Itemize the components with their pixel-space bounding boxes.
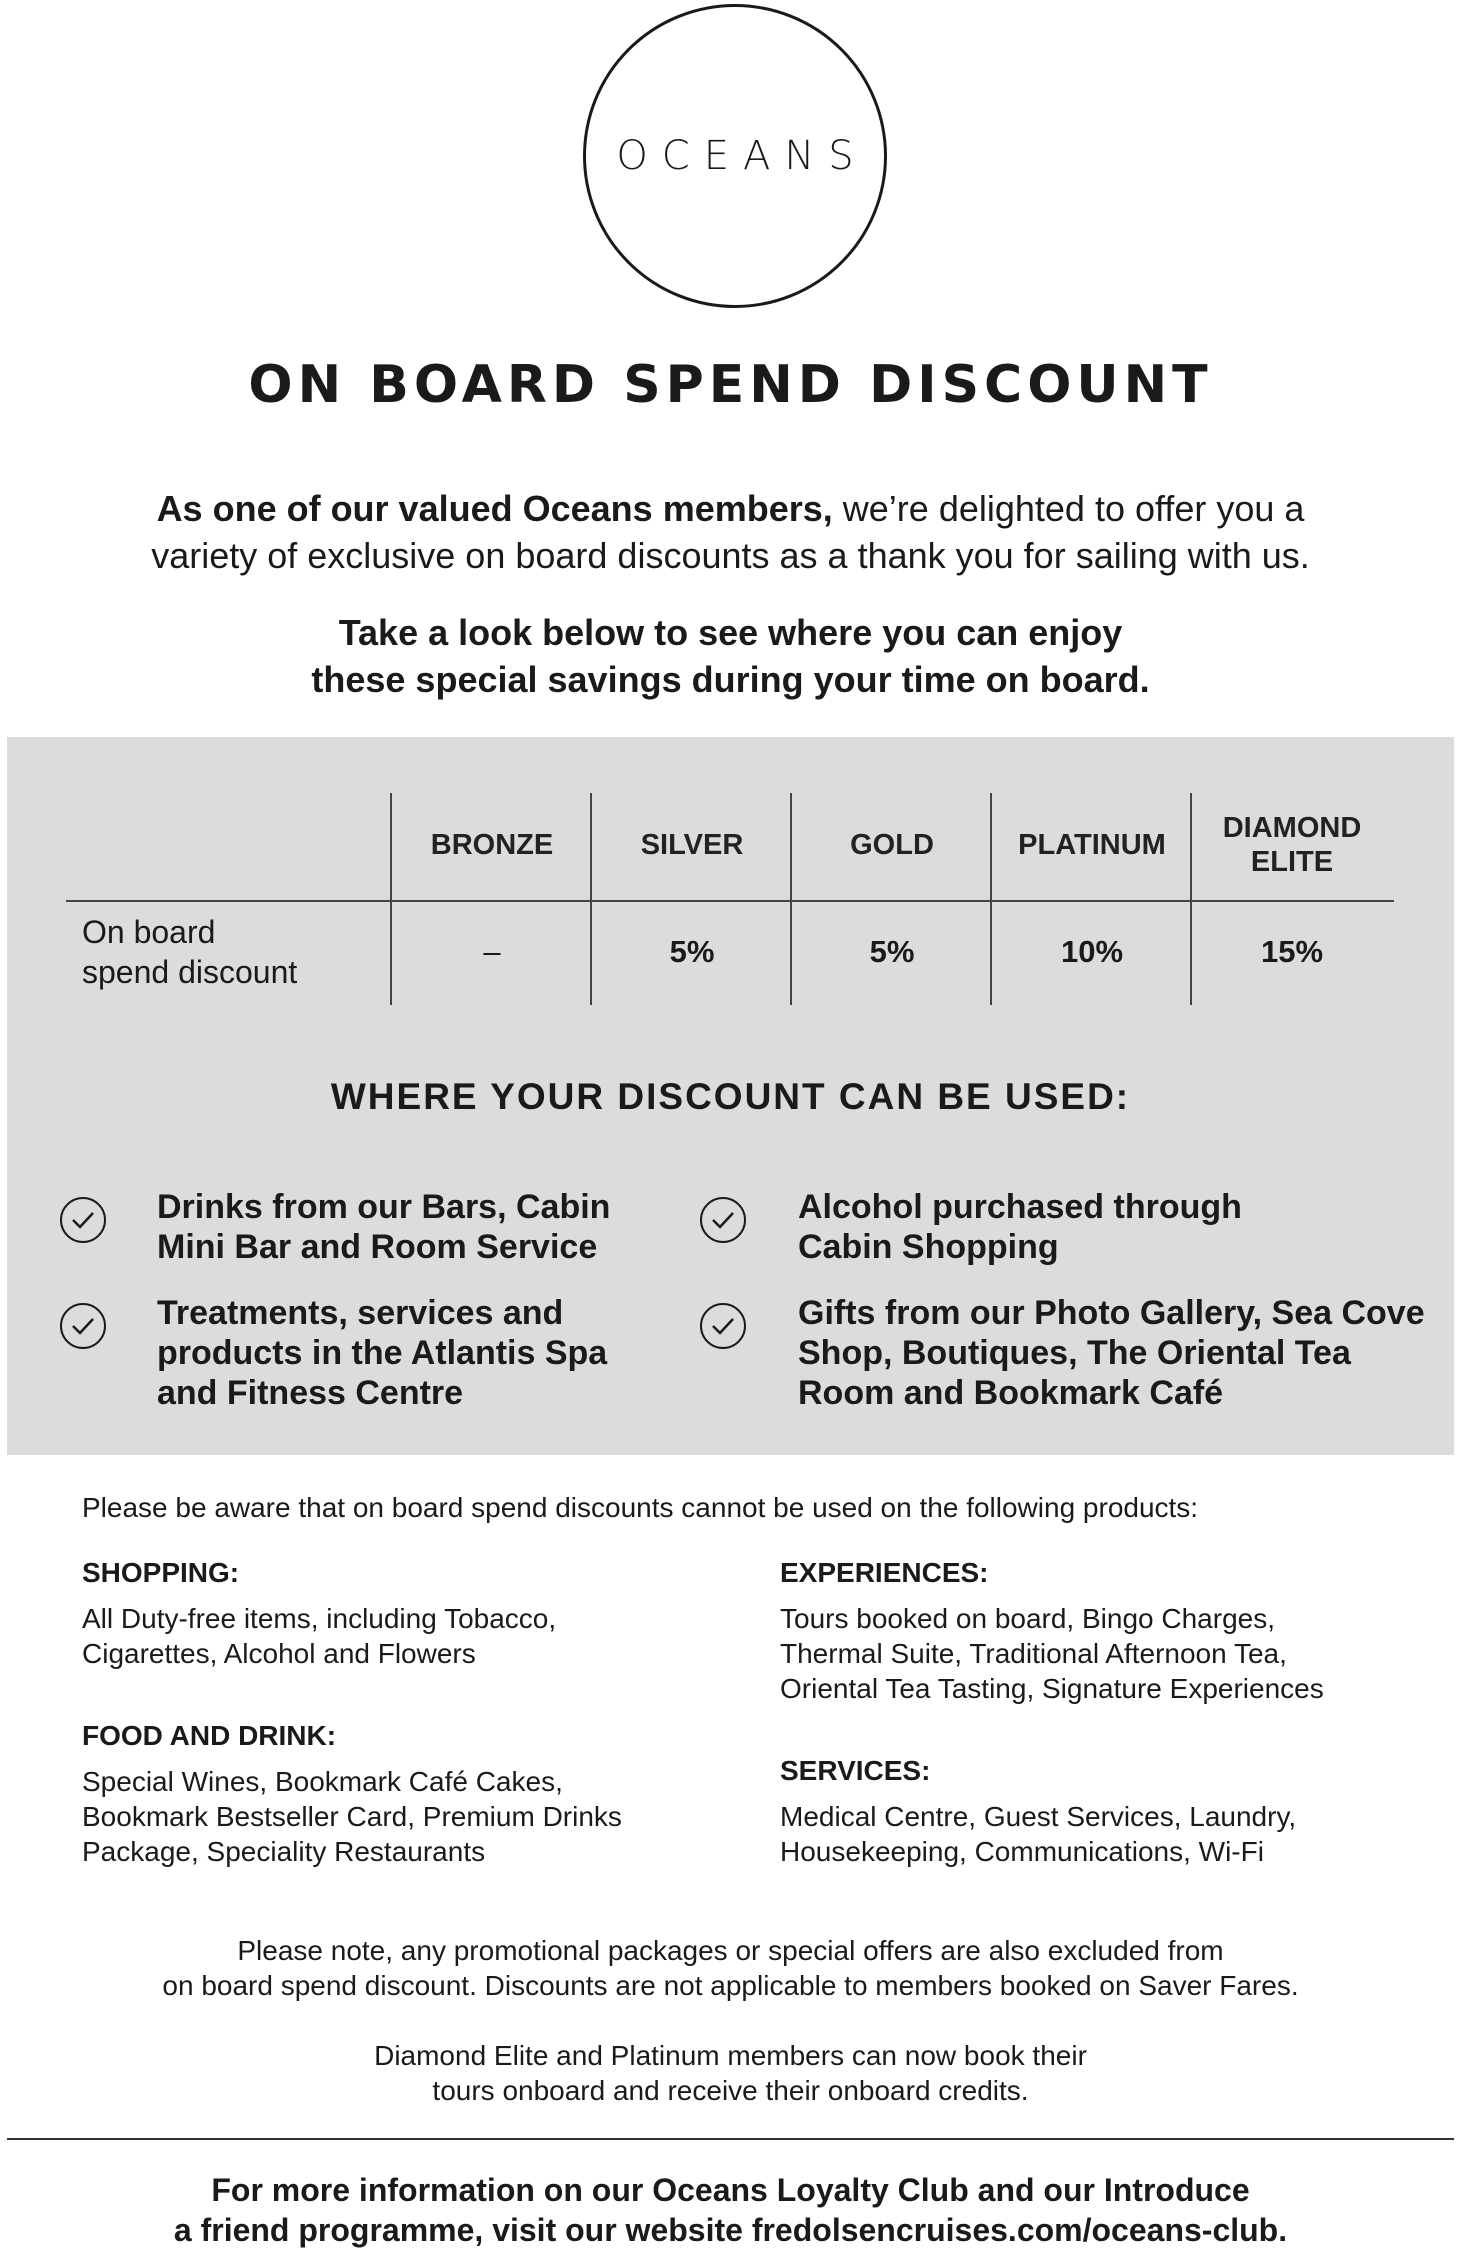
header-bronze: BRONZE (430, 829, 554, 861)
table-divider (1190, 793, 1192, 1005)
intro-cta-line2: these special savings during your time on board. (311, 659, 1150, 700)
check-icon (700, 1303, 746, 1349)
header-platinum: PLATINUM (1018, 829, 1166, 861)
header-silver: SILVER (640, 829, 744, 861)
header-gold: GOLD (850, 829, 934, 861)
check-icon (60, 1303, 106, 1349)
exclusions-intro: Please be aware that on board spend discounts cannot be used on the following products: (82, 1492, 1199, 1523)
intro-line2: variety of exclusive on board discounts as a thank you for sailing with us. (151, 535, 1310, 576)
exclusion-services: SERVICES: Medical Centre, Guest Services, Laundry, Housekeeping, Communications, Wi-Fi (780, 1755, 1297, 1867)
value-silver: 5% (669, 934, 715, 969)
oceans-logo (583, 4, 887, 308)
intro-bold-lead: As one of our valued Oceans members, (156, 488, 833, 529)
table-divider (590, 793, 592, 1005)
table-divider (790, 793, 792, 1005)
promo-note: Please note, any promotional packages or special offers are also excluded from on board spend discount. Discounts are not applicable to members booked on Saver Fares. (162, 1935, 1299, 2001)
logo-text: OCEANS (616, 133, 868, 179)
page-title: ON BOARD SPEND DISCOUNT (248, 355, 1213, 415)
use-item-spa: Treatments, services and products in the Atlantis Spa and Fitness Centre (157, 1294, 608, 1412)
intro-paragraph (0, 485, 1461, 579)
table-divider (390, 793, 392, 1005)
footer-info: For more information on our Oceans Loyalty Club and our Introduce a friend programme, visit our website fredolsencruises.com/oceans-club. (173, 2172, 1288, 2248)
value-bronze: – (483, 934, 501, 969)
exclusion-experiences: EXPERIENCES: Tours booked on board, Bingo Charges, Thermal Suite, Traditional Afternoon Tea, Oriental Tea Tasting, Signature Experiences (780, 1557, 1324, 1704)
value-platinum: 10% (1060, 934, 1124, 969)
footer-divider (7, 2138, 1454, 2140)
row-label: On board spend discount (82, 914, 298, 990)
diamond-note: Diamond Elite and Platinum members can now book their tours onboard and receive their onboard credits. (374, 2040, 1087, 2106)
use-item-drinks: Drinks from our Bars, Cabin Mini Bar and Room Service (157, 1188, 611, 1266)
exclusion-food-and-drink: FOOD AND DRINK: Special Wines, Bookmark Café Cakes, Bookmark Bestseller Card, Premium Drinks Package, Speciality Restaurants (82, 1720, 622, 1867)
intro-cta-line1: Take a look below to see where you can enjoy (338, 612, 1123, 653)
header-diamond-elite: DIAMOND ELITE (1222, 812, 1362, 878)
where-heading: WHERE YOUR DISCOUNT CAN BE USED: (330, 1076, 1131, 1117)
check-icon (60, 1197, 106, 1243)
table-header-rule (66, 900, 1394, 902)
use-item-alcohol: Alcohol purchased through Cabin Shopping (798, 1188, 1242, 1266)
value-gold: 5% (869, 934, 915, 969)
value-diamond-elite: 15% (1260, 934, 1324, 969)
exclusion-shopping: SHOPPING: All Duty-free items, including Tobacco, Cigarettes, Alcohol and Flowers (82, 1557, 557, 1669)
intro-cta (0, 609, 1461, 703)
use-item-gifts: Gifts from our Photo Gallery, Sea Cove Shop, Boutiques, The Oriental Tea Room and Bookmark Café (798, 1294, 1425, 1412)
check-icon (700, 1197, 746, 1243)
table-divider (990, 793, 992, 1005)
intro-line1-rest: we’re delighted to offer you a (832, 488, 1305, 529)
